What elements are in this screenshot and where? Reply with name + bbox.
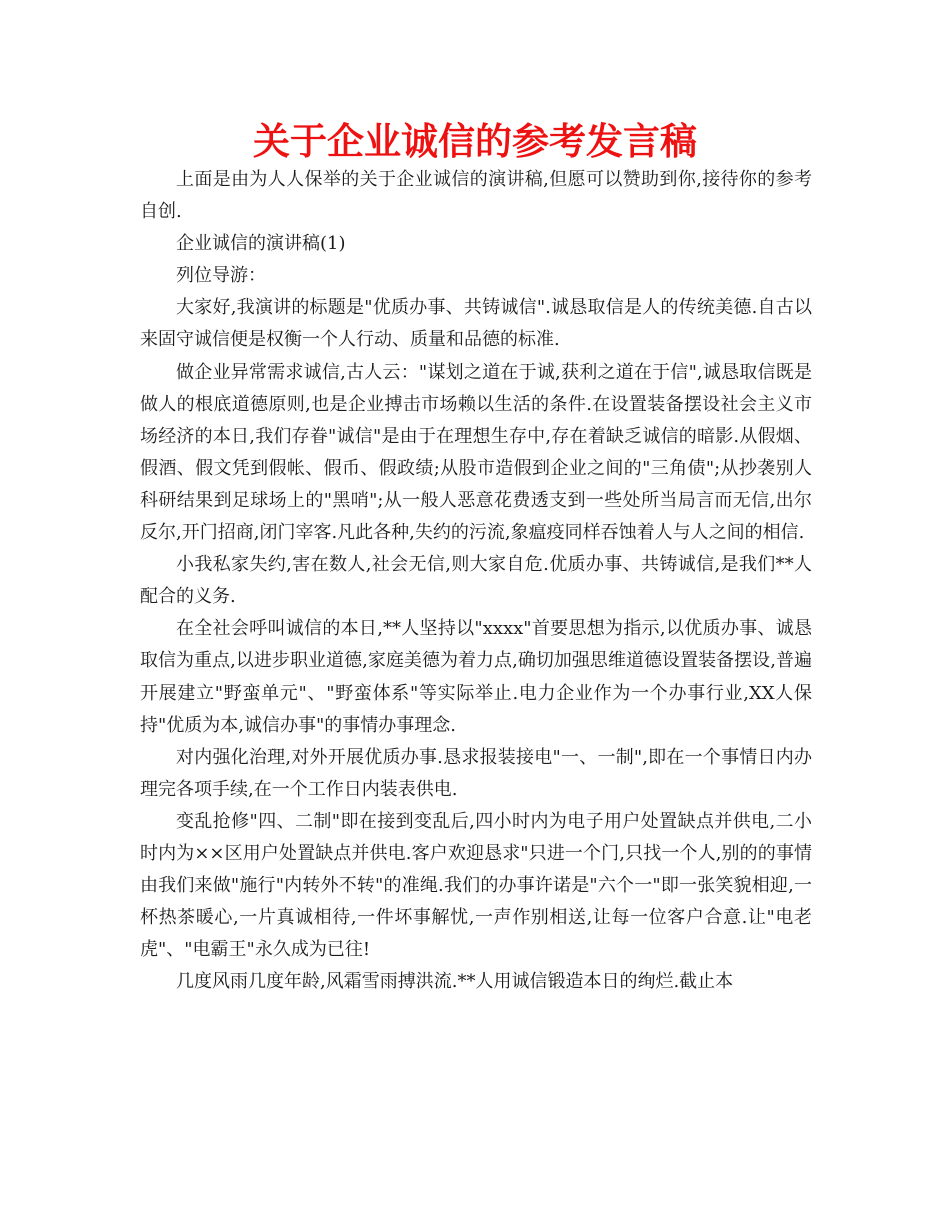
paragraph-society-call: 在全社会呼叫诚信的本日,**人坚持以"xxxx"首要思想为指示,以优质办事、诚恳取信为重点,以进步职业道德,家庭美德为着力点,确切加强思维道德设置装备摆设,普遍开展建立"野蛮单元"、"野蛮体系"等实际举止.电力企业作为一个办事行业,XX人保持"优质为本,诚信办事"的事情办事理念. (140, 618, 812, 736)
document-title: 关于企业诚信的参考发言稿 (253, 120, 697, 163)
paragraph-enterprise-integrity: 做企业异常需求诚信,古人云："谋划之道在于诚,获利之道在于信",诚恳取信既是做人的根底道德原则,也是企业搏击市场赖以生活的条件.在设置装备摆设社会主义市场经济的本日,我们存眷"诚信"是由于在理想生存中,存在着缺乏诚信的暗影.从假烟、假酒、假文凭到假帐、假币、假政绩;从股市造假到企业之间的"三角债";从抄袭别人科研结果到足球场上的"黑哨";从一般人恶意花费透支到一些处所当局言而无信,出尔反尔,开门招商,闭门宰客.凡此各种,失约的污流,象瘟疫同样吞蚀着人与人之间的相信. (140, 361, 812, 544)
paragraph-greeting: 大家好,我演讲的标题是"优质办事、共铸诚信".诚恳取信是人的传统美德.自古以来固守诚信便是权衡一个人行动、质量和品德的标准. (140, 297, 812, 351)
paragraph-personal-responsibility: 小我私家失约,害在数人,社会无信,则大家自危.优质办事、共铸诚信,是我们**人配合的义务. (140, 554, 812, 608)
paragraph-salutation: 列位导游： (176, 265, 266, 287)
document-body (140, 164, 812, 998)
paragraph-emergency-repair: 变乱抢修"四、二制"即在接到变乱后,四小时内为电子用户处置缺点并供电,二小时内为××区用户处置缺点并供电.客户欢迎恳求"只进一个门,只找一个人,别的的事情由我们来做"施行"内转外不转"的准绳.我们的办事许诺是"六个一"即一张笑貌相迎,一杯热茶暖心,一片真诚相待,一件坏事解忧,一声作别相送,让每一位客户合意.让"电老虎"、"电霸王"永久成为已往! (140, 810, 812, 961)
paragraph-closing: 几度风雨几度年龄,风霜雪雨搏洪流.**人用诚信锻造本日的绚烂.截止本 (176, 971, 734, 993)
paragraph-intro: 上面是由为人人保举的关于企业诚信的演讲稿,但愿可以赞助到你,接待你的参考自创. (140, 169, 812, 223)
paragraph-internal-management: 对内强化治理,对外开展优质办事.恳求报装接电"一、一制",即在一个事情日内办理完各项手续,在一个工作日内装表供电. (140, 746, 812, 800)
paragraph-speech-heading: 企业诚信的演讲稿(1) (176, 233, 346, 255)
